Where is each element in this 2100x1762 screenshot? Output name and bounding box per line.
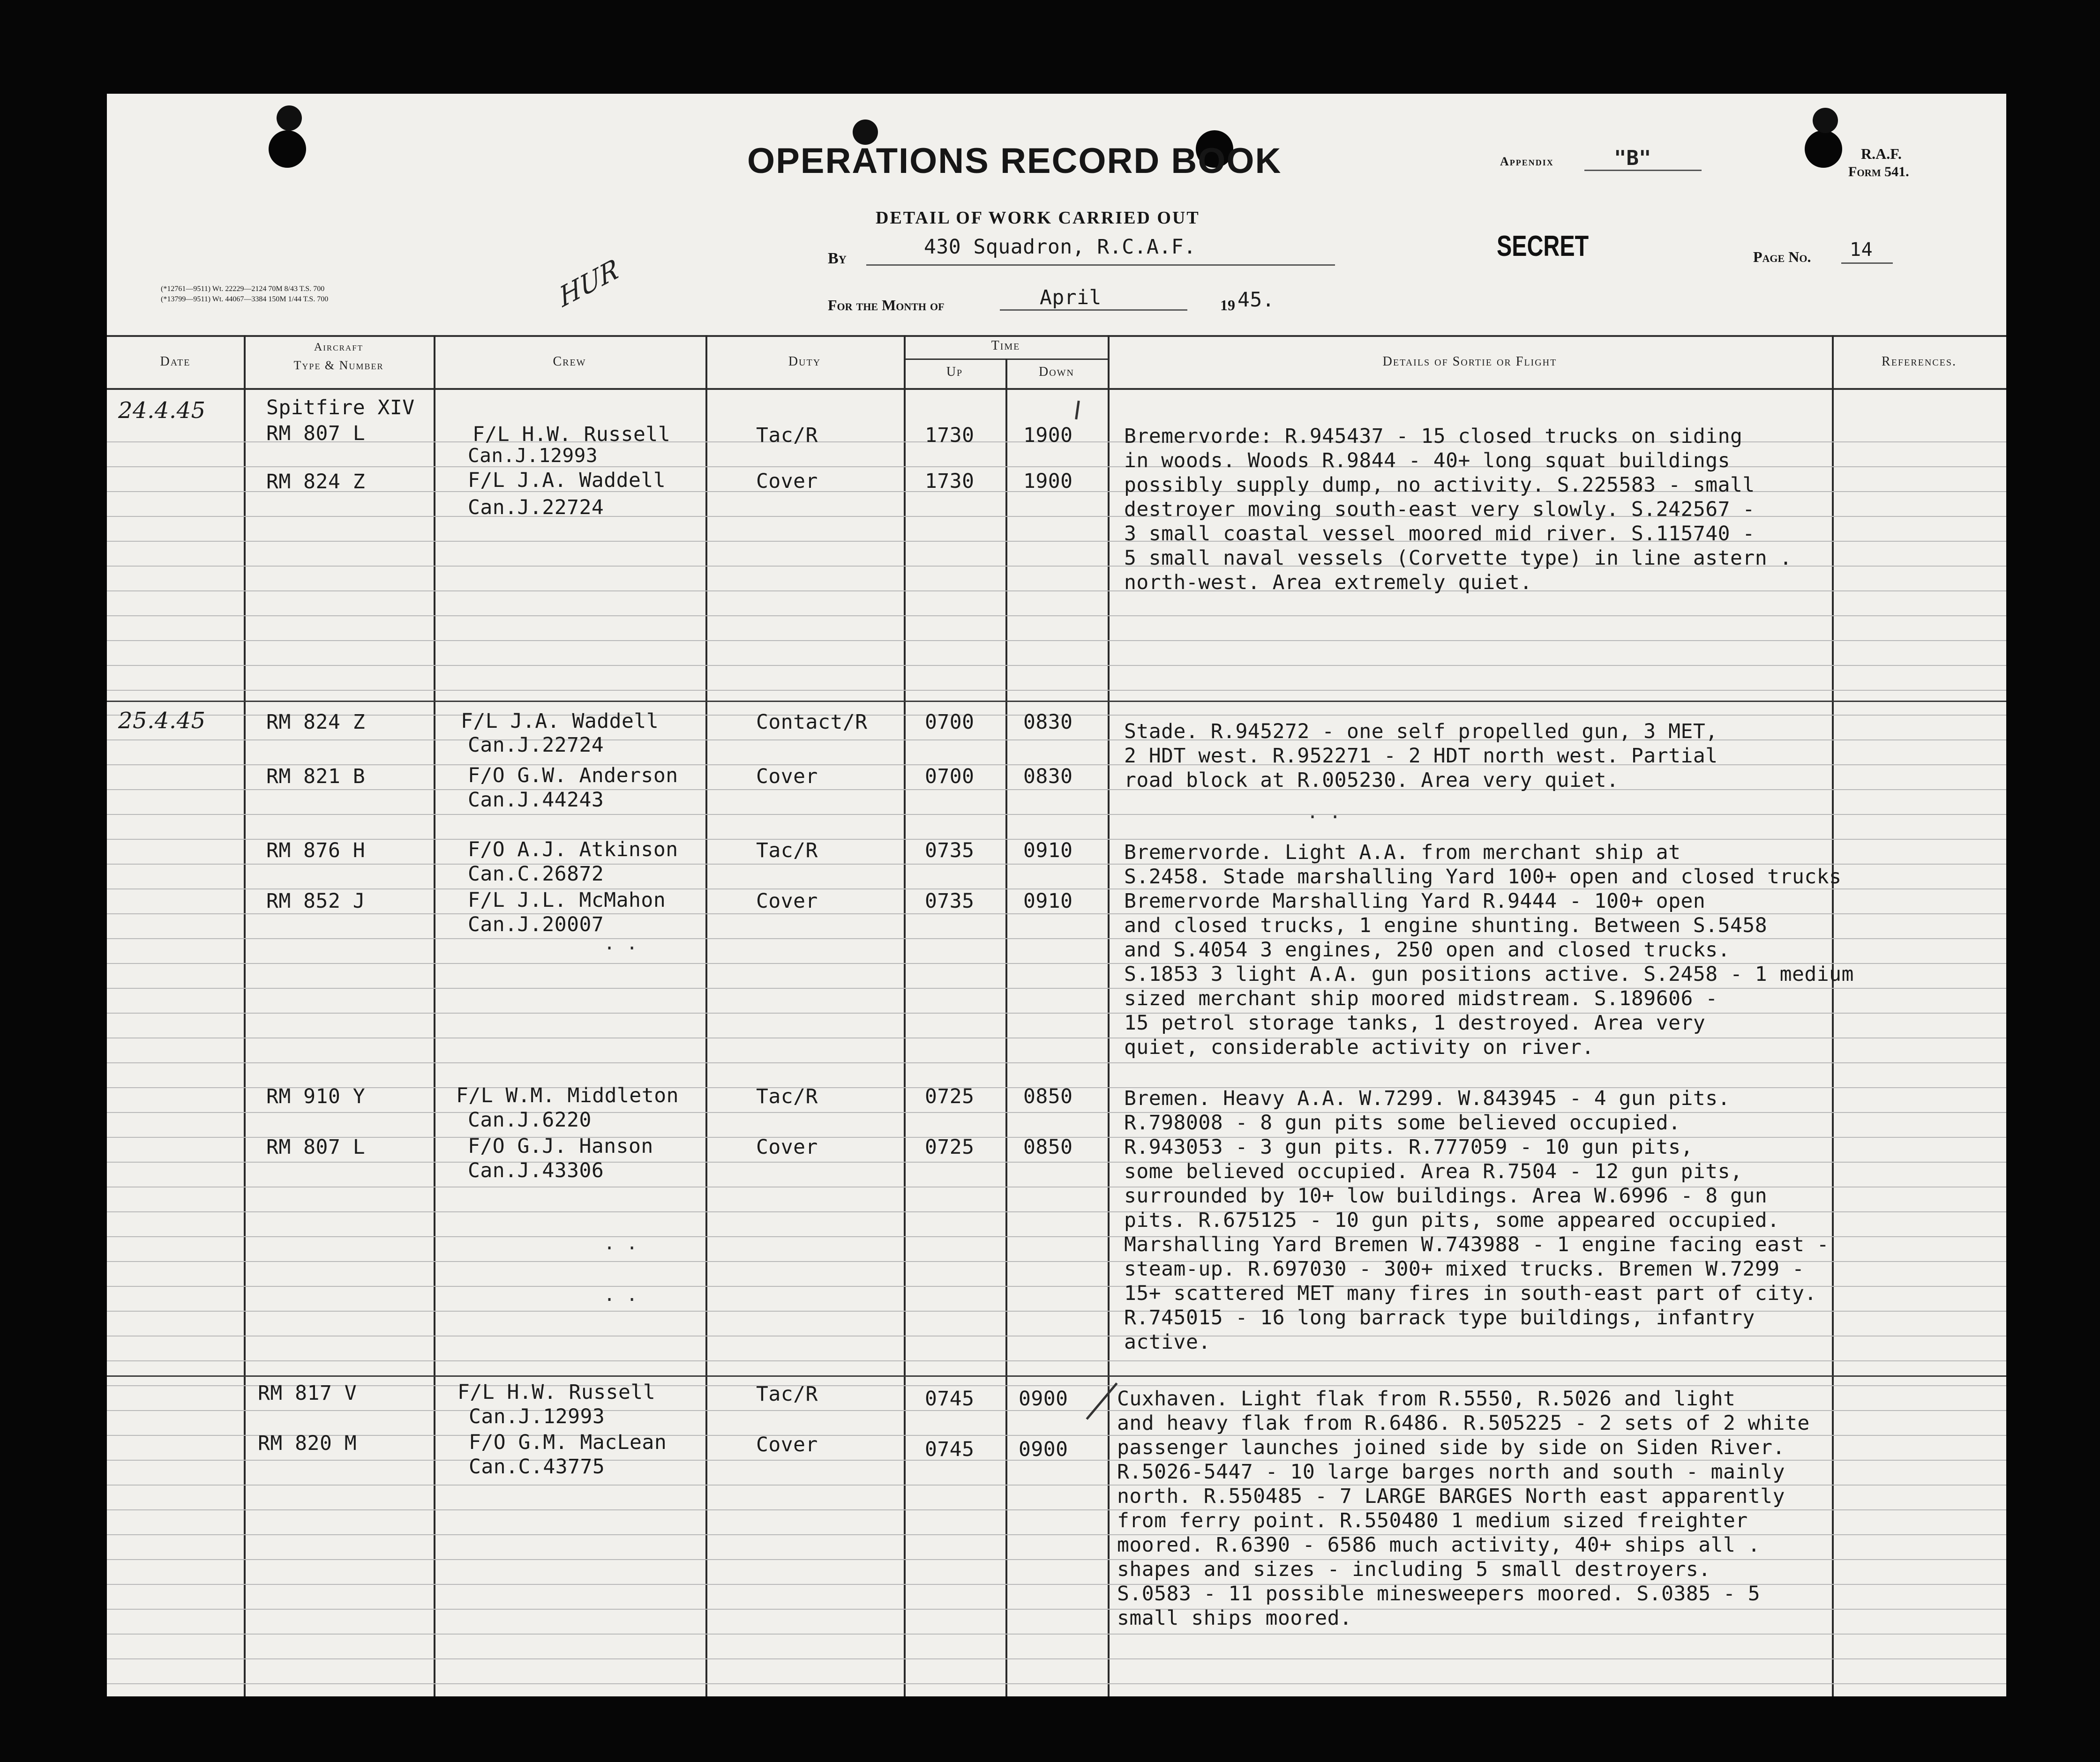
row5-up-1: 0745: [925, 1387, 975, 1411]
row3-details-3: and closed trucks, 1 engine shunting. Between S.5458: [1124, 914, 1768, 937]
ledger-rule: [107, 1634, 2006, 1635]
row3-details-1: S.2458. Stade marshalling Yard 100+ open and closed trucks: [1124, 865, 1842, 888]
row3-crew-2-number: Can.J.20007: [468, 913, 604, 936]
col-line-date: [244, 335, 246, 1696]
col-header-details: Details of Sortie or Flight: [1382, 354, 1557, 369]
handwritten-initials: HUR: [556, 253, 622, 314]
row1-down-1: 1900: [1023, 424, 1073, 447]
row2-crew-1: F/L J.A. Waddell: [461, 709, 659, 733]
ledger-rule: [107, 665, 2006, 666]
row4-up-1: 0725: [925, 1085, 975, 1108]
page-no-label: Page No.: [1753, 248, 1811, 265]
row5-details-7: shapes and sizes - including 5 small destroyers.: [1117, 1558, 1711, 1581]
row2-crew-1-number: Can.J.22724: [468, 733, 604, 757]
row2-down-2: 0830: [1023, 765, 1073, 788]
row1-crew-2-number: Can.J.22724: [468, 496, 604, 519]
row4-details-1: R.798008 - 8 gun pits some believed occupied.: [1124, 1111, 1681, 1135]
by-label: By: [828, 250, 847, 267]
row5-details-0: Cuxhaven. Light flak from R.5550, R.5026 and light: [1117, 1387, 1736, 1411]
row4-details-0: Bremen. Heavy A.A. W.7299. W.843945 - 4 gun pits.: [1124, 1087, 1731, 1110]
ledger-rule: [107, 789, 2006, 790]
ledger-rule: [107, 1385, 2006, 1386]
form-ref-line1: R.A.F.: [1861, 145, 1902, 162]
row4-crew-1-number: Can.J.6220: [468, 1108, 592, 1132]
form-ref-line2: Form 541.: [1848, 164, 1909, 179]
row3-crew-2: F/L J.L. McMahon: [468, 888, 666, 912]
row4-duty-2: Cover: [756, 1135, 818, 1159]
row5-duty-1: Tac/R: [756, 1382, 818, 1406]
ledger-rule: [107, 1062, 2006, 1063]
col-header-date: Date: [160, 354, 191, 369]
squadron-value: 430 Squadron, R.C.A.F.: [924, 235, 1196, 259]
row3-duty-1: Tac/R: [756, 839, 818, 862]
row1-details-3: destroyer moving south-east very slowly. S.242567 -: [1124, 498, 1755, 521]
print-code-1: (*12761—9511) Wt. 22229—2124 70M 8/43 T.S. 700: [161, 285, 325, 293]
row3-details-6: sized merchant ship moored midstream. S.189606 -: [1124, 987, 1718, 1010]
row2-details-1: 2 HDT west. R.952271 - 2 HDT north west. Partial: [1124, 744, 1718, 768]
row4-details-8: 15+ scattered MET many fires in south-east part of city.: [1124, 1282, 1817, 1305]
row3-duty-2: Cover: [756, 889, 818, 913]
row4-aircraft-1: RM 910 Y: [266, 1085, 366, 1108]
row1-aircraft-type: Spitfire XIV: [266, 396, 415, 419]
row3-details-7: 15 petrol storage tanks, 1 destroyed. Area very: [1124, 1011, 1706, 1035]
row5-details-3: R.5026-5447 - 10 large barges north and south - mainly: [1117, 1460, 1785, 1484]
ditto-dots: . .: [1307, 801, 1341, 823]
row4-details-6: Marshalling Yard Bremen W.743988 - 1 engine facing east -: [1124, 1233, 1830, 1256]
row5-down-2: 0900: [1019, 1438, 1068, 1461]
row3-down-1: 0910: [1023, 839, 1073, 862]
page-no-value: 14: [1850, 239, 1873, 261]
row5-duty-2: Cover: [756, 1433, 818, 1456]
row4-down-1: 0850: [1023, 1085, 1073, 1108]
row3-details-4: and S.4054 3 engines, 250 open and closed trucks.: [1124, 938, 1731, 962]
row3-aircraft-1: RM 876 H: [266, 839, 366, 862]
col-header-up: Up: [946, 365, 963, 379]
row4-down-2: 0850: [1023, 1135, 1073, 1159]
form-subtitle: DETAIL OF WORK CARRIED OUT: [876, 208, 1200, 228]
col-line-crew: [705, 335, 707, 1696]
row5-crew-2: F/O G.M. MacLean: [469, 1431, 667, 1454]
print-code-2: (*13799—9511) Wt. 44067—3384 150M 1/44 T.S. 700: [161, 295, 329, 303]
row3-down-2: 0910: [1023, 889, 1073, 913]
row3-details-8: quiet, considerable activity on river.: [1124, 1036, 1594, 1059]
ledger-rule: [107, 988, 2006, 989]
pencil-tick: [1075, 401, 1080, 419]
ledger-rule: [107, 690, 2006, 691]
col-line-duty: [904, 335, 906, 1696]
row2-aircraft-2: RM 821 B: [266, 765, 366, 788]
row2-down-1: 0830: [1023, 710, 1073, 734]
ledger-rule: [107, 814, 2006, 815]
ledger-rule: [107, 1658, 2006, 1659]
appendix-value: "B": [1614, 146, 1651, 170]
row1-crew-1: F/L H.W. Russell: [472, 423, 671, 446]
year-value: 45.: [1238, 288, 1275, 312]
table-top-rule: [107, 335, 2006, 337]
row1-details-2: possibly supply dump, no activity. S.225583 - small: [1124, 473, 1755, 497]
row2-details-2: road block at R.005230. Area very quiet.: [1124, 769, 1619, 792]
month-label: For the Month of: [828, 297, 945, 314]
ledger-rule: [107, 739, 2006, 740]
ditto-dots: . .: [604, 1284, 638, 1306]
row5-up-2: 0745: [925, 1438, 975, 1461]
row2-duty-2: Cover: [756, 765, 818, 788]
row3-details-2: Bremervorde Marshalling Yard R.9444 - 100+ open: [1124, 889, 1706, 913]
ledger-rule: [107, 1013, 2006, 1014]
row1-duty-1: Tac/R: [756, 424, 818, 447]
row5-details-4: north. R.550485 - 7 LARGE BARGES North east apparently: [1117, 1485, 1785, 1508]
ledger-rule: [107, 615, 2006, 616]
row3-details-0: Bremervorde. Light A.A. from merchant ship at: [1124, 841, 1681, 864]
row5-down-1: 0900: [1019, 1387, 1068, 1411]
row5-aircraft-1: RM 817 V: [258, 1381, 357, 1405]
year-prefix: 19: [1220, 297, 1235, 314]
pencil-slash: [1086, 1382, 1118, 1420]
by-underline: [866, 264, 1335, 266]
row5-aircraft-2: RM 820 M: [258, 1432, 357, 1455]
col-header-down: Down: [1039, 365, 1074, 379]
ledger-rule: [107, 1683, 2006, 1684]
row4-details-2: R.943053 - 3 gun pits. R.777059 - 10 gun pits,: [1124, 1135, 1693, 1159]
row1-date: 24.4.45: [118, 397, 206, 424]
ledger-rule: [107, 640, 2006, 641]
row4-details-7: steam-up. R.697030 - 300+ mixed trucks. Bremen W.7299 -: [1124, 1257, 1805, 1281]
row5-details-1: and heavy flak from R.6486. R.505225 - 2 sets of 2 white: [1117, 1411, 1810, 1435]
row5-crew-2-number: Can.C.43775: [469, 1455, 605, 1478]
row1-details-6: north-west. Area extremely quiet.: [1124, 571, 1532, 594]
appendix-label: Appendix: [1500, 155, 1554, 168]
row4-details-5: pits. R.675125 - 10 gun pits, some appeared occupied.: [1124, 1209, 1780, 1232]
ledger-rule: [107, 590, 2006, 591]
row3-details-5: S.1853 3 light A.A. gun positions active. S.2458 - 1 medium: [1124, 963, 1854, 986]
binder-hole-left: [269, 130, 306, 168]
table-header-rule: [107, 388, 2006, 390]
row2-up-1: 0700: [925, 710, 975, 734]
col-line-down: [1108, 335, 1110, 1696]
row1-duty-2: Cover: [756, 470, 818, 493]
row4-crew-2: F/O G.J. Hanson: [468, 1135, 653, 1158]
ditto-dots: . .: [604, 1232, 638, 1254]
row1-details-1: in woods. Woods R.9844 - 40+ long squat buildings: [1124, 449, 1731, 472]
ledger-rule: [107, 1360, 2006, 1361]
row4-crew-1: F/L W.M. Middleton: [456, 1084, 679, 1107]
col-line-aircraft: [434, 335, 435, 1696]
ledger-rule: [107, 864, 2006, 865]
row3-crew-1-number: Can.C.26872: [468, 862, 604, 886]
row1-details-0: Bremervorde: R.945437 - 15 closed trucks on siding: [1124, 425, 1743, 448]
col-header-aircraft-1: Aircraft: [314, 341, 364, 353]
col-header-references: References.: [1882, 354, 1957, 369]
col-line-up: [1005, 358, 1007, 1696]
row3-aircraft-2: RM 852 J: [266, 889, 366, 913]
ledger-rule: [107, 1609, 2006, 1610]
row1-up-1: 1730: [925, 424, 975, 447]
row5-crew-1: F/L H.W. Russell: [458, 1381, 656, 1404]
row4-aircraft-2: RM 807 L: [266, 1135, 366, 1159]
row2-date: 25.4.45: [118, 708, 206, 734]
row2-crew-2-number: Can.J.44243: [468, 788, 604, 812]
binder-hole-right: [1805, 130, 1842, 168]
row2-details-0: Stade. R.945272 - one self propelled gun, 3 MET,: [1124, 720, 1718, 743]
month-underline: [1000, 309, 1187, 311]
row4-up-2: 0725: [925, 1135, 975, 1159]
row1-aircraft-1: RM 807 L: [266, 422, 366, 445]
row4-details-3: some believed occupied. Area R.7504 - 12 gun pits,: [1124, 1160, 1743, 1183]
row1-crew-2: F/L J.A. Waddell: [468, 469, 666, 492]
row2-up-2: 0700: [925, 765, 975, 788]
row4-details-9: R.745015 - 16 long barrack type buildings, infantry: [1124, 1306, 1755, 1329]
row2-duty-1: Contact/R: [756, 710, 868, 734]
row5-details-9: small ships moored.: [1117, 1606, 1352, 1630]
row4-details-10: active.: [1124, 1330, 1211, 1354]
row4-details-4: surrounded by 10+ low buildings. Area W.6996 - 8 gun: [1124, 1184, 1768, 1208]
row3-crew-1: F/O A.J. Atkinson: [468, 838, 678, 861]
row5-details-8: S.0583 - 11 possible minesweepers moored. S.0385 - 5: [1117, 1582, 1761, 1605]
row-separator: [107, 1375, 2006, 1377]
col-header-crew-visible: Crew: [553, 354, 586, 369]
row4-duty-1: Tac/R: [756, 1085, 818, 1108]
secret-stamp: SECRET: [1497, 230, 1589, 262]
ledger-rule: [107, 1112, 2006, 1113]
row1-aircraft-2: RM 824 Z: [266, 470, 366, 493]
row3-up-2: 0735: [925, 889, 975, 913]
record-sheet: [107, 94, 2006, 1696]
row4-crew-2-number: Can.J.43306: [468, 1159, 604, 1182]
row1-details-5: 5 small naval vessels (Corvette type) in line astern .: [1124, 546, 1792, 570]
row5-details-2: passenger launches joined side by side on Siden River.: [1117, 1436, 1785, 1459]
row-separator: [107, 701, 2006, 702]
col-header-duty: Duty: [788, 354, 821, 369]
col-header-aircraft-2: Type & Number: [293, 358, 384, 372]
binder-pin-right: [1813, 108, 1838, 133]
form-title: OPERATIONS RECORD BOOK: [747, 141, 1282, 181]
row5-crew-1-number: Can.J.12993: [469, 1405, 605, 1428]
row3-up-1: 0735: [925, 839, 975, 862]
row1-details-4: 3 small coastal vessel moored mid river. S.115740 -: [1124, 522, 1755, 545]
row1-up-2: 1730: [925, 470, 975, 493]
col-header-time: Time: [991, 338, 1020, 353]
row2-crew-2: F/O G.W. Anderson: [468, 764, 678, 787]
page-no-underline: [1841, 262, 1893, 264]
row5-details-5: from ferry point. R.550480 1 medium sized freighter: [1117, 1509, 1748, 1532]
row1-down-2: 1900: [1023, 470, 1073, 493]
row2-aircraft-1: RM 824 Z: [266, 710, 366, 734]
row1-crew-1-number: Can.J.12993: [468, 444, 598, 467]
ditto-dots: . .: [604, 933, 638, 954]
row5-details-6: moored. R.6390 - 6586 much activity, 40+ ships all .: [1117, 1533, 1761, 1557]
ledger-rule: [107, 1559, 2006, 1560]
binder-pin-left: [277, 105, 302, 131]
month-value: April: [1040, 286, 1102, 309]
col-line-details: [1832, 335, 1834, 1696]
